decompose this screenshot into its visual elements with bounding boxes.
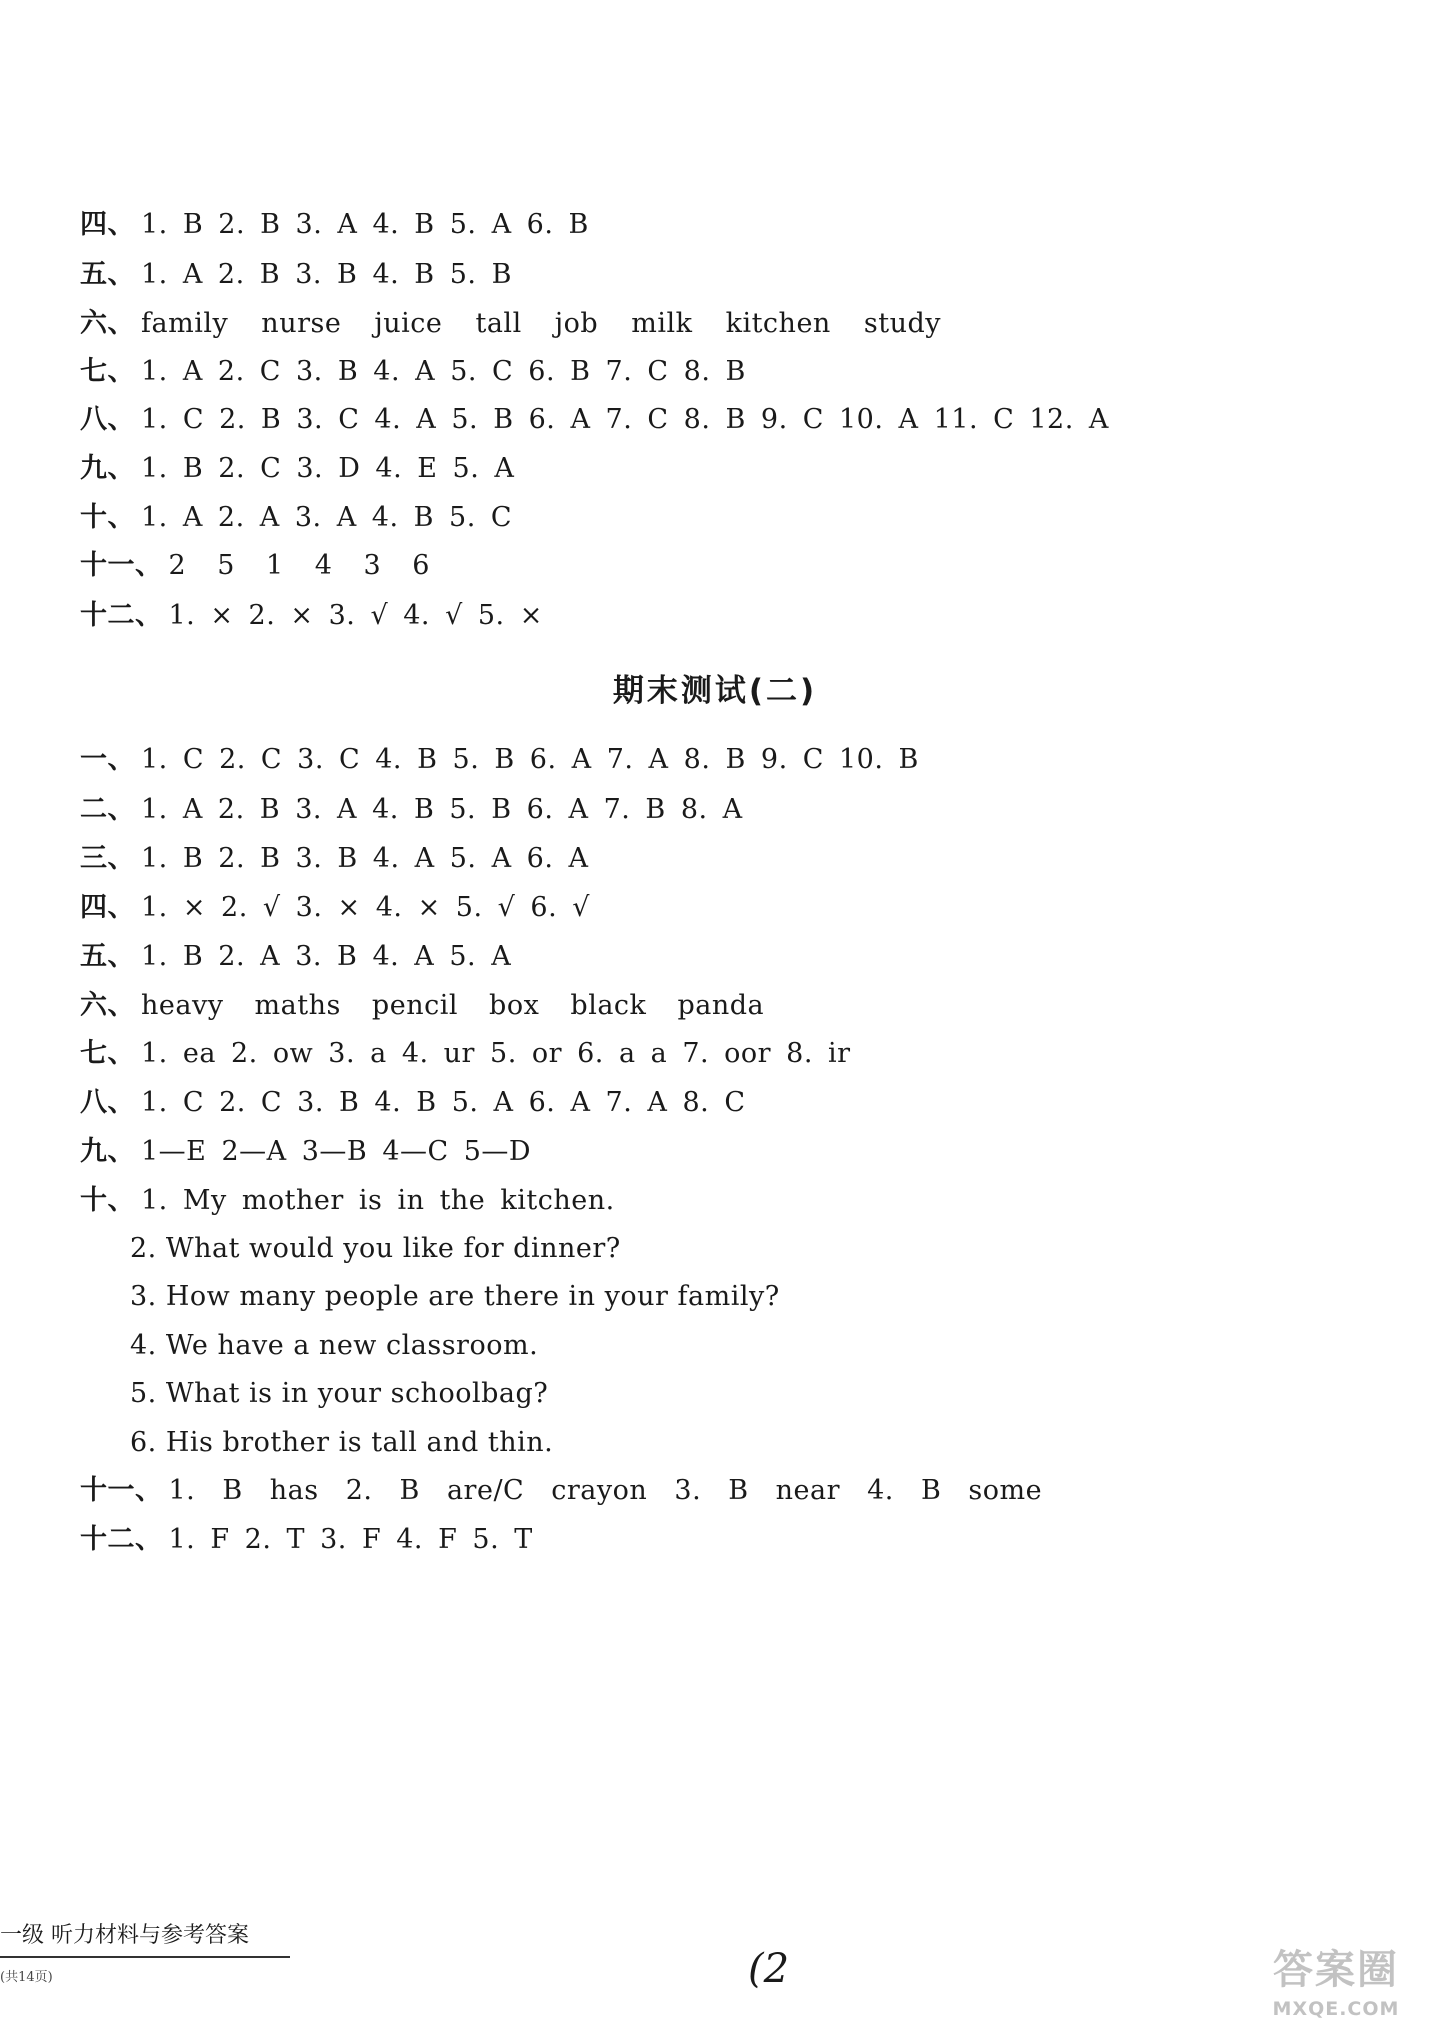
section-label: 九、 <box>80 453 135 484</box>
section-label: 四、 <box>80 892 135 923</box>
watermark-url: MXQE.COM <box>1272 1998 1400 2020</box>
answer-text: 1. B 2. B 3. B 4. A 5. A 6. A <box>141 843 589 874</box>
answer-text: 1. A 2. B 3. B 4. B 5. B <box>141 259 512 290</box>
answer-text: 1. B 2. A 3. B 4. A 5. A <box>141 941 512 972</box>
section-label: 一、 <box>80 744 135 775</box>
answer-text: 2 5 1 4 3 6 <box>168 550 430 581</box>
section-label: 十、 <box>80 502 135 533</box>
answer-line <box>80 1471 1042 1511</box>
answer-text: 1. C 2. C 3. B 4. B 5. A 6. A 7. A 8. C <box>141 1087 746 1118</box>
section-label: 十一、 <box>80 1475 163 1506</box>
answer-line <box>80 400 1109 440</box>
answer-line <box>80 449 514 489</box>
answer-line <box>80 352 746 392</box>
sentence-line: 2. What would you like for dinner? <box>130 1233 621 1264</box>
section-label: 九、 <box>80 1136 135 1167</box>
answer-text: 1. A 2. A 3. A 4. B 5. C <box>141 502 513 533</box>
answer-text: 1. × 2. × 3. √ 4. √ 5. × <box>168 600 543 631</box>
answer-line <box>80 1181 615 1221</box>
answer-line <box>80 304 941 344</box>
section-label: 七、 <box>80 1038 135 1069</box>
section-label: 八、 <box>80 404 135 435</box>
page-number-mark: (2 <box>748 1946 790 1992</box>
answer-line <box>80 740 919 780</box>
section-label: 十二、 <box>80 600 163 631</box>
sentence-line: 4. We have a new classroom. <box>130 1330 539 1361</box>
section-title: 期末测试(二) <box>612 673 818 709</box>
sentence-line: 3. How many people are there in your family? <box>130 1281 780 1312</box>
answer-text: 1. × 2. √ 3. × 4. × 5. √ 6. √ <box>141 892 590 923</box>
section-label: 三、 <box>80 843 135 874</box>
section-label: 十一、 <box>80 550 163 581</box>
answer-line <box>80 839 589 879</box>
answer-line <box>80 1520 533 1560</box>
footer-rule <box>0 1956 290 1958</box>
section-label: 十二、 <box>80 1524 163 1555</box>
section-label: 二、 <box>80 794 135 825</box>
answer-line <box>80 596 543 636</box>
answer-line <box>80 205 589 245</box>
answer-line <box>80 255 512 295</box>
answer-line <box>80 888 590 928</box>
answer-text: family nurse juice tall job milk kitchen study <box>141 308 942 339</box>
section-label: 八、 <box>80 1087 135 1118</box>
section-label: 七、 <box>80 356 135 387</box>
answer-text: heavy maths pencil box black panda <box>141 990 765 1021</box>
answer-line <box>80 1083 745 1123</box>
answer-text: 1. B has 2. B are/C crayon 3. B near 4. B some <box>168 1475 1043 1506</box>
answer-line <box>80 1132 531 1172</box>
answer-line <box>80 498 512 538</box>
footer-page-count: (共14页) <box>0 1970 53 1985</box>
answer-line <box>80 1034 851 1074</box>
answer-text: 1. B 2. C 3. D 4. E 5. A <box>141 453 515 484</box>
section-label: 五、 <box>80 259 135 290</box>
section-label: 五、 <box>80 941 135 972</box>
answer-line <box>80 790 743 830</box>
watermark-text: 答案圈 <box>1273 1947 1399 1993</box>
answer-text: 1. F 2. T 3. F 4. F 5. T <box>168 1524 533 1555</box>
answer-line <box>80 986 764 1026</box>
answer-line <box>80 937 511 977</box>
section-label: 六、 <box>80 990 135 1021</box>
answer-text: 1. A 2. B 3. A 4. B 5. B 6. A 7. B 8. A <box>141 794 743 825</box>
answer-line <box>80 546 430 586</box>
sentence-line: 5. What is in your schoolbag? <box>130 1378 549 1409</box>
answer-text: 1. C 2. C 3. C 4. B 5. B 6. A 7. A 8. B 9. C 10. B <box>141 744 919 775</box>
answer-text: 1—E 2—A 3—B 4—C 5—D <box>141 1136 532 1167</box>
answer-text: 1. C 2. B 3. C 4. A 5. B 6. A 7. C 8. B 9. C 10. A 11. C 12. A <box>141 404 1109 435</box>
section-label: 十、 <box>80 1185 135 1216</box>
answer-text: 1. B 2. B 3. A 4. B 5. A 6. B <box>141 209 589 240</box>
sentence-line: 6. His brother is tall and thin. <box>130 1427 554 1458</box>
answer-text: 1. ea 2. ow 3. a 4. ur 5. or 6. a a 7. oor 8. ir <box>141 1038 851 1069</box>
footer-caption: 一级 听力材料与参考答案 <box>0 1923 249 1948</box>
section-label: 四、 <box>80 209 135 240</box>
watermark-logo <box>1248 1944 1424 2034</box>
answer-text: 1. A 2. C 3. B 4. A 5. C 6. B 7. C 8. B <box>141 356 746 387</box>
answer-text: 1. My mother is in the kitchen. <box>141 1185 615 1216</box>
section-label: 六、 <box>80 308 135 339</box>
